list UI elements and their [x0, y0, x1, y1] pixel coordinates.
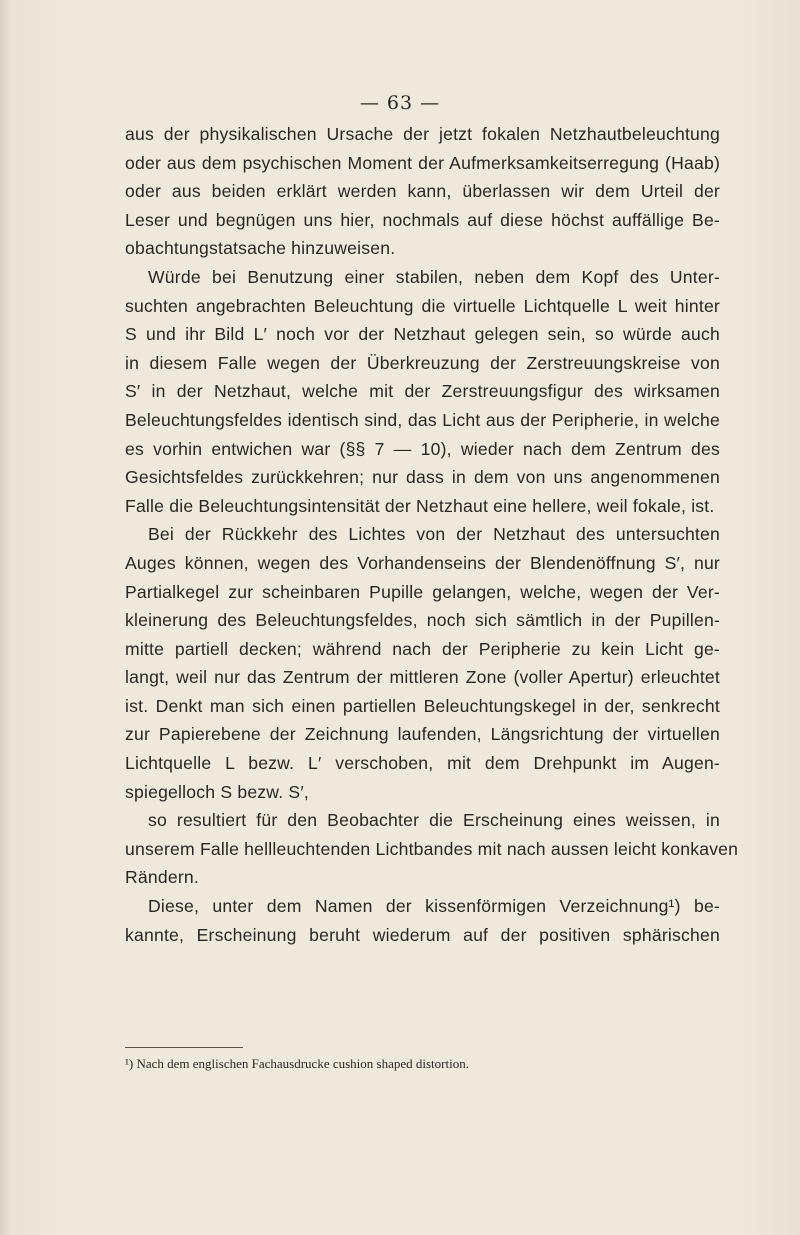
text-line: aus der physikalischen Ursache der jetzt fokalen Netzhautbeleuchtung	[125, 124, 720, 144]
footnote: ¹) Nach dem englischen Fachausdrucke cushion shaped distortion.	[125, 1056, 469, 1071]
text-line: Diese, unter dem Namen der kissenförmigen Verzeichnung¹) be-	[148, 896, 720, 917]
text-line: so resultiert für den Beobachter die Erscheinung eines weissen, in	[148, 810, 720, 831]
text-line: kleinerung des Beleuchtungsfeldes, noch sich sämtlich in der Pupillen-	[125, 610, 720, 631]
text-line: es vorhin entwichen war (§§ 7 — 10), wieder nach dem Zentrum des	[125, 438, 720, 459]
text-line: kannte, Erscheinung beruht wiederum auf der positiven sphärischen	[125, 924, 720, 945]
text-line: ist. Denkt man sich einen partiellen Beleuchtungskegel in der, senkrecht	[125, 695, 720, 716]
text-line: Beleuchtungsfeldes identisch sind, das Licht aus der Peripherie, in welche	[125, 409, 720, 430]
text-line: Leser und begnügen uns hier, nochmals auf diese höchst auffällige Be-	[125, 209, 720, 230]
text-line: Würde bei Benutzung einer stabilen, neben dem Kopf des Unter-	[148, 266, 720, 287]
text-line: suchten angebrachten Beleuchtung die virtuelle Lichtquelle L weit hinter	[125, 295, 720, 316]
page-number: — 63 —	[359, 92, 441, 114]
text-line: Falle die Beleuchtungsintensität der Netzhaut eine hellere, weil fokale, ist.	[125, 495, 715, 516]
footnote-divider	[125, 1047, 243, 1048]
text-line: oder aus beiden erklärt werden kann, überlassen wir dem Urteil der	[125, 181, 720, 202]
text-line: S′ in der Netzhaut, welche mit der Zerstreuungsfigur des wirksamen	[125, 381, 720, 402]
text-line: zur Papierebene der Zeichnung laufenden, Längsrichtung der virtuellen	[125, 724, 720, 745]
text-line: S und ihr Bild L′ noch vor der Netzhaut gelegen sein, so würde auch	[125, 324, 720, 345]
text-line: Gesichtsfeldes zurückkehren; nur dass in dem von uns angenommenen	[125, 467, 720, 488]
text-line: Bei der Rückkehr des Lichtes von der Netzhaut des untersuchten	[148, 524, 720, 545]
text-line: Auges können, wegen des Vorhandenseins der Blendenöffnung S′, nur	[125, 552, 720, 573]
text-line: in diesem Falle wegen der Überkreuzung der Zerstreuungskreise von	[125, 352, 720, 373]
text-line: obachtungstatsache hinzuweisen.	[125, 238, 396, 259]
text-line: mitte partiell decken; während nach der Peripherie zu kein Licht ge-	[125, 638, 720, 659]
text-line: Rändern.	[125, 867, 199, 888]
text-line: langt, weil nur das Zentrum der mittleren Zone (voller Apertur) erleuchtet	[125, 667, 720, 688]
text-line: Lichtquelle L bezw. L′ verschoben, mit dem Drehpunkt im Augen-	[125, 753, 720, 774]
text-line: Partialkegel zur scheinbaren Pupille gelangen, welche, wegen der Ver-	[125, 581, 720, 602]
text-line: unserem Falle hellleuchtenden Lichtbandes mit nach aussen leicht konkaven	[125, 838, 739, 859]
text-line: oder aus dem psychischen Moment der Aufmerksamkeitserregung (Haab)	[125, 152, 720, 173]
text-line: spiegelloch S bezw. S′,	[125, 781, 309, 802]
body-text	[125, 120, 739, 949]
